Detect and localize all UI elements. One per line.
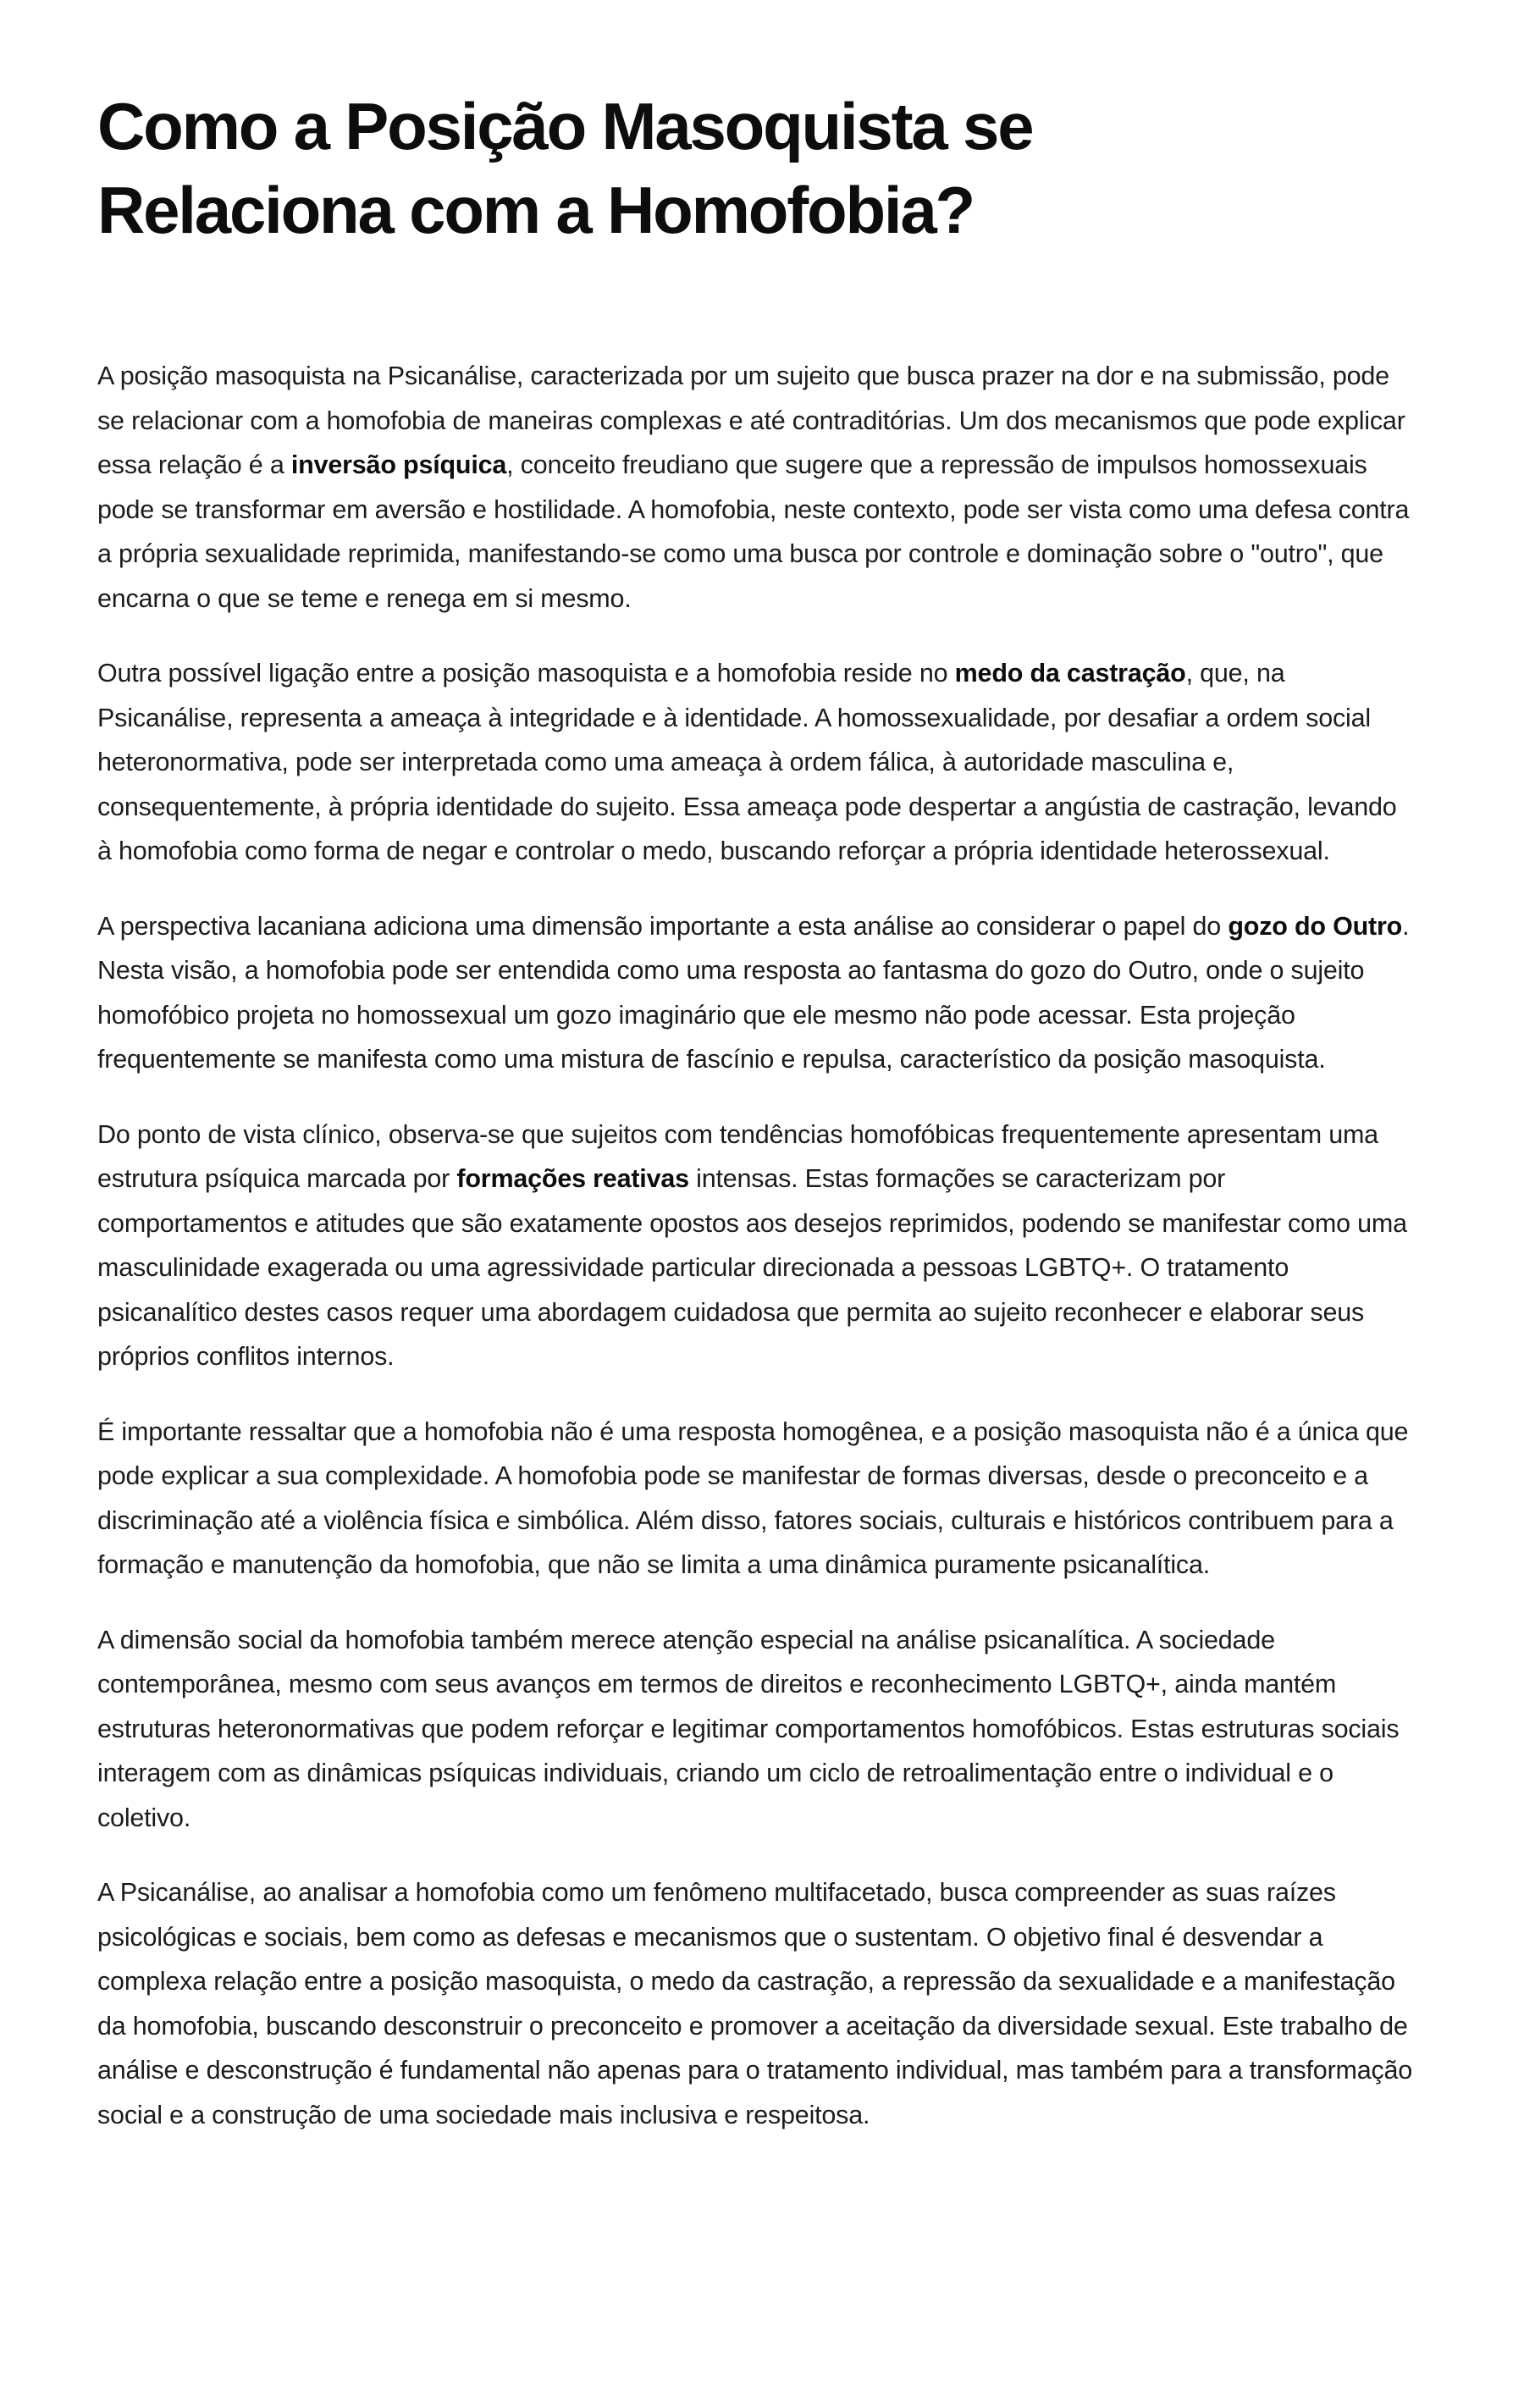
emphasis: formações reativas <box>456 1164 689 1193</box>
paragraph-5: É importante ressaltar que a homofobia não é uma resposta homogênea, e a posição masoquista não é a única que pode explicar a sua complexidade. A homofobia pode se manifestar de formas diversas, desde o preconceito e a discriminação até a violência física e simbólica. Além disso, fatores sociais, culturais e históricos contribuem para a formação e manutenção da homofobia, que não se limita a uma dinâmica puramente psicanalítica. <box>97 1417 1409 1579</box>
paragraph-2: Outra possível ligação entre a posição masoquista e a homofobia reside no medo da castração, que, na Psicanálise, representa a ameaça à integridade e à identidade. A homossexualidade, por desafiar a ordem social heteronormativa, pode ser interpretada como uma ameaça à ordem fálica, à autoridade masculina e, consequentemente, à própria identidade do sujeito. Essa ameaça pode despertar a angústia de castração, levando à homofobia como forma de negar e controlar o medo, buscando reforçar a própria identidade heterossexual. <box>97 659 1397 865</box>
emphasis: inversão psíquica <box>290 450 507 479</box>
emphasis: gozo do Outro <box>1228 911 1403 941</box>
paragraph-6: A dimensão social da homofobia também merece atenção especial na análise psicanalítica. A sociedade contemporânea, mesmo com seus avanços em termos de direitos e reconhecimento LGBTQ+, ainda mantém estruturas heteronormativas que podem reforçar e legitimar comportamentos homofóbicos. Estas estruturas sociais interagem com as dinâmicas psíquicas individuais, criando um ciclo de retroalimentação entre o individual e o coletivo. <box>97 1625 1400 1832</box>
page-title: Como a Posição Masoquista se Relaciona com a Homofobia? <box>97 89 1033 247</box>
emphasis: medo da castração <box>954 659 1186 688</box>
paragraph-3: A perspectiva lacaniana adiciona uma dimensão importante a esta análise ao considerar o papel do gozo do Outro. Nesta visão, a homofobia pode ser entendida como uma resposta ao fantasma do gozo do Outro, onde o sujeito homofóbico projeta no homossexual um gozo imaginário que ele mesmo não pode acessar. Esta projeção frequentemente se manifesta como uma mistura de fascínio e repulsa, característico da posição masoquista. <box>97 911 1410 1074</box>
paragraph-1: A posição masoquista na Psicanálise, caracterizada por um sujeito que busca prazer na dor e na submissão, pode se relacionar com a homofobia de maneiras complexas e até contraditórias. Um dos mecanismos que pode explicar essa relação é a inversão psíquica, conceito freudiano que sugere que a repressão de impulsos homossexuais pode se transformar em aversão e hostilidade. A homofobia, neste contexto, pode ser vista como uma defesa contra a própria sexualidade reprimida, manifestando-se como uma busca por controle e dominação sobre o "outro", que encarna o que se teme e renega em si mesmo. <box>97 362 1410 613</box>
paragraph-4: Do ponto de vista clínico, observa-se que sujeitos com tendências homofóbicas frequentemente apresentam uma estrutura psíquica marcada por formações reativas intensas. Estas formações se caracterizam por comportamentos e atitudes que são exatamente opostos aos desejos reprimidos, podendo se manifestar como uma masculinidade exagerada ou uma agressividade particular direcionada a pessoas LGBTQ+. O tratamento psicanalítico destes casos requer uma abordagem cuidadosa que permita ao sujeito reconhecer e elaborar seus próprios conflitos internos. <box>97 1119 1407 1371</box>
paragraph-7: A Psicanálise, ao analisar a homofobia como um fenômeno multifacetado, busca compreender as suas raízes psicológicas e sociais, bem como as defesas e mecanismos que o sustentam. O objetivo final é desvendar a complexa relação entre a posição masoquista, o medo da castração, a repressão da sexualidade e a manifestação da homofobia, buscando desconstruir o preconceito e promover a aceitação da diversidade sexual. Este trabalho de análise e desconstrução é fundamental não apenas para o tratamento individual, mas também para a transformação social e a construção de uma sociedade mais inclusiva e respeitosa. <box>97 1878 1413 2129</box>
